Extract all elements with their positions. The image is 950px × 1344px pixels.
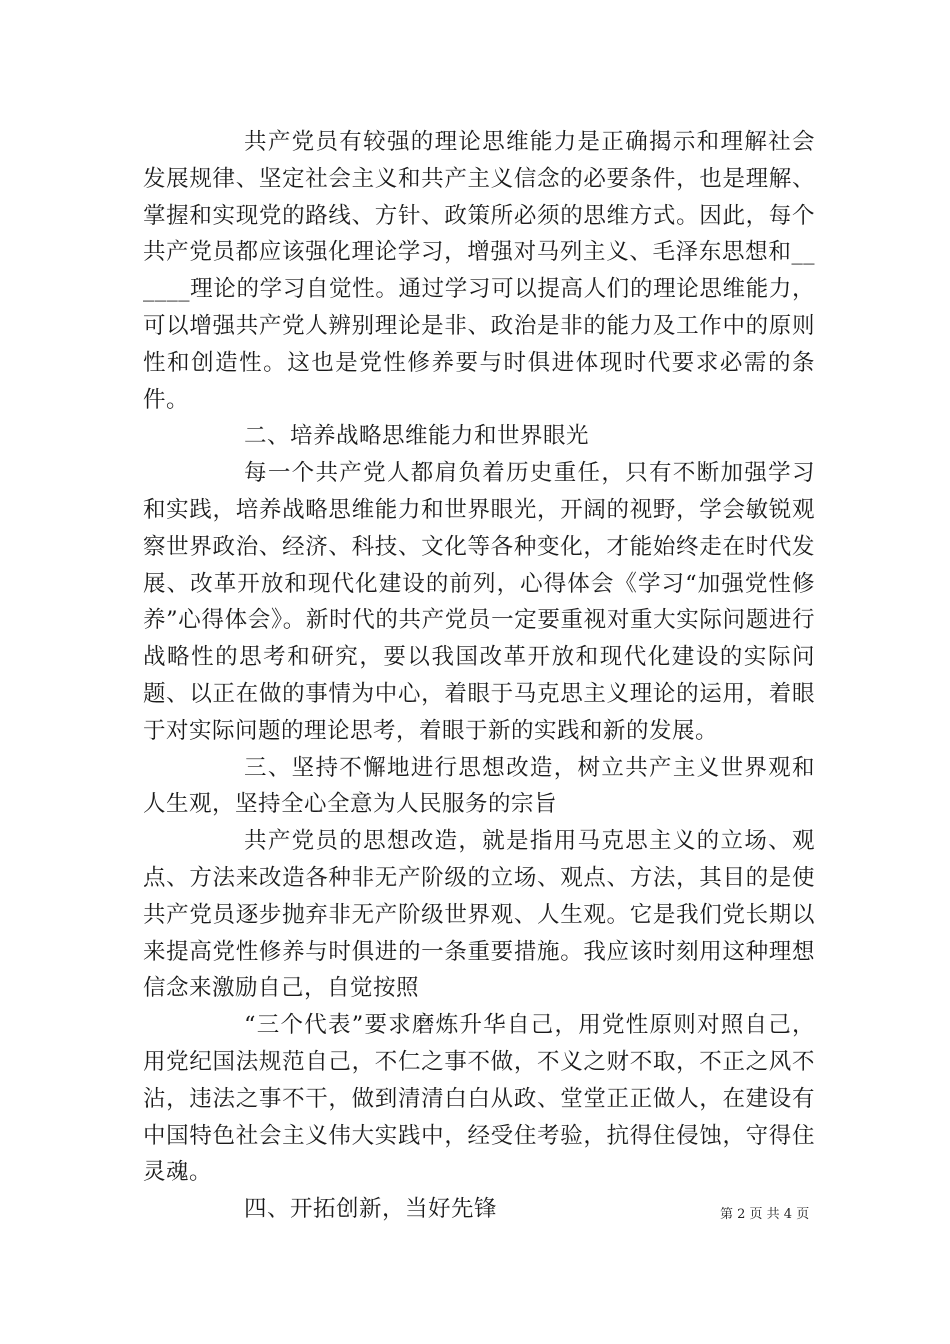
heading-strategic-thinking: 二、培养战略思维能力和世界眼光 — [244, 423, 590, 450]
paragraph-strategic-thinking: 每一个共产党人都肩负着历史重任，只有不断加强学习和实践，培养战略思维能力和世界眼光，开阔的视野，学会敏锐观察世界政治、经济、科技、文化等各种变化，才能始终走在时代发展、改革开放和现代化建设的前列，心得体会《学习“加强党性修养”心得体会》。新时代的共产党员一定要重视对重大实际问题进行战略性的思考和研究，要以我国改革开放和现代化建设的实际问题、以正在做的事情为中心，着眼于马克思主义理论的运用，着眼于对实际问题的理论思考，着眼于新的实践和新的发展。 — [143, 460, 815, 744]
document-body — [143, 124, 815, 1228]
paragraph-thought-reform: 共产党员的思想改造，就是指用马克思主义的立场、观点、方法来改造各种非无产阶级的立场、观点、方法，其目的是使共产党员逐步抛弃非无产阶级世界观、人生观。它是我们党长期以来提高党性修养与时俱进的一条重要措施。我应该时刻用这种理想信念来激励自己，自觉按照 — [143, 828, 815, 1002]
paragraph-theory-thinking: 共产党员有较强的理论思维能力是正确揭示和理解社会发展规律、坚定社会主义和共产主义信念的必要条件，也是理解、掌握和实现党的路线、方针、政策所必须的思维方式。因此，每个共产党员都应该强化理论学习，增强对马列主义、毛泽东思想和______理论的学习自觉性。通过学习可以提高人们的理论思维能力，可以增强共产党人辨别理论是非、政治是非的能力及工作中的原则性和创造性。这也是党性修养要与时俱进体现时代要求必需的条件。 — [143, 129, 815, 413]
page-number-footer: 第 2 页 共 4 页 — [720, 1207, 810, 1222]
heading-thought-reform: 三、坚持不懈地进行思想改造，树立共产主义世界观和人生观，坚持全心全意为人民服务的宗旨 — [143, 754, 815, 818]
paragraph-three-represents: “三个代表”要求磨炼升华自己，用党性原则对照自己，用党纪国法规范自己，不仁之事不做，不义之财不取，不正之风不沾，违法之事不干，做到清清白白从政、堂堂正正做人，在建设有中国特色社会主义伟大实践中，经受住考验，抗得住侵蚀，守得住灵魂。 — [143, 1012, 815, 1186]
heading-innovation: 四、开拓创新，当好先锋 — [244, 1196, 498, 1223]
